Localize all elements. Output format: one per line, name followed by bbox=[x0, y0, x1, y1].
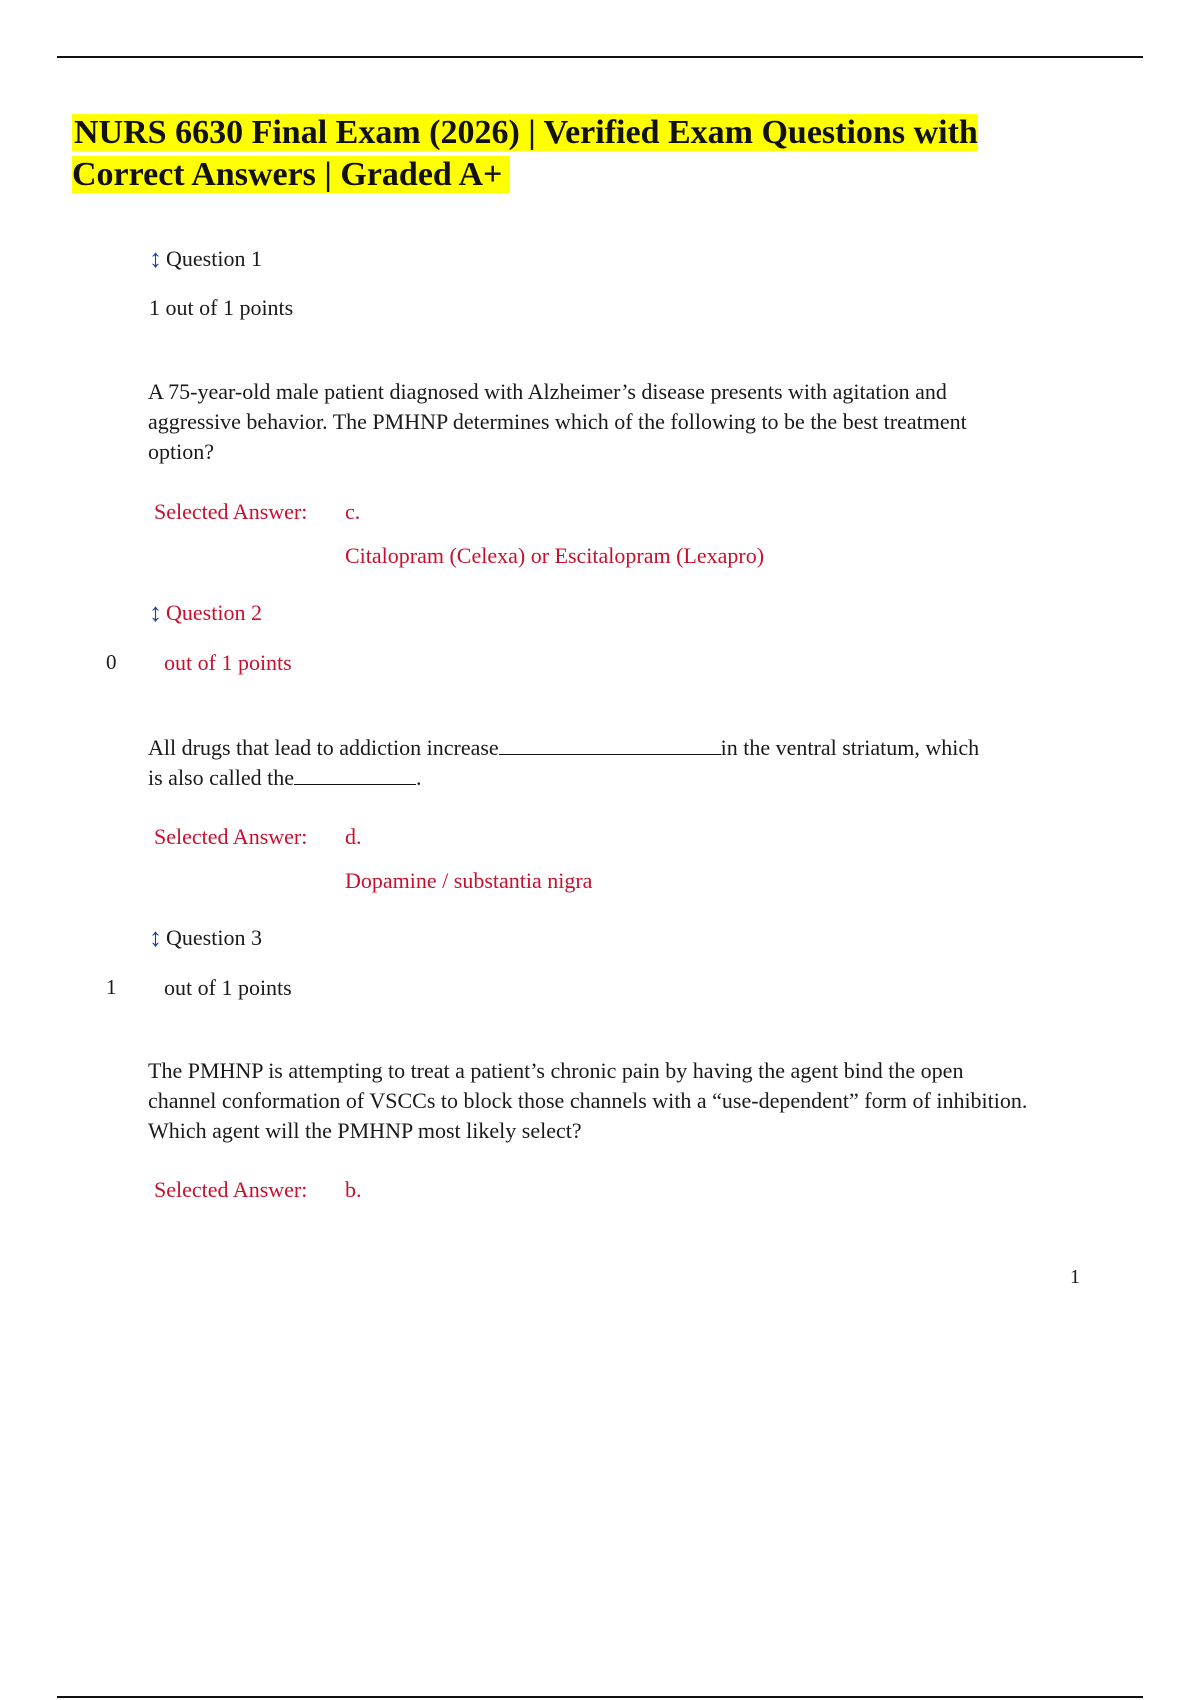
question-1-header[interactable] bbox=[149, 246, 262, 272]
bottom-rule bbox=[57, 1696, 1143, 1698]
selected-answer-letter: d. bbox=[345, 824, 362, 849]
fill-blank bbox=[294, 764, 416, 785]
question-score: out of 1 points bbox=[164, 975, 292, 1000]
selected-answer-label: Selected Answer: bbox=[154, 1177, 308, 1202]
question-3-header[interactable] bbox=[149, 925, 262, 951]
question-2-header[interactable] bbox=[149, 600, 262, 626]
reorder-arrows-icon[interactable]: ↕ bbox=[149, 244, 162, 273]
question-text: The PMHNP is attempting to treat a patient’s chronic pain by having the agent bind the open channel conformation of VSCCs to block those channels with a “use-dependent” form of inhibition. Which agent will the PMHNP most likely select? bbox=[148, 1058, 1028, 1143]
question-label: Question 1 bbox=[166, 246, 262, 271]
selected-answer-label: Selected Answer: bbox=[154, 499, 308, 524]
reorder-arrows-icon[interactable]: ↕ bbox=[149, 923, 162, 952]
top-rule bbox=[57, 56, 1143, 58]
question-score: 1 out of 1 points bbox=[149, 295, 294, 320]
selected-answer-letter: b. bbox=[345, 1177, 362, 1202]
question-score: out of 1 points bbox=[164, 650, 292, 675]
question-label: Question 3 bbox=[166, 925, 262, 950]
selected-answer-text: Citalopram (Celexa) or Escitalopram (Lexapro) bbox=[345, 543, 765, 568]
question-text-part: in the ventral striatum, which is also called the bbox=[148, 735, 980, 790]
score-value: 1 bbox=[106, 975, 117, 999]
selected-answer-letter: c. bbox=[345, 499, 361, 524]
document-title: NURS 6630 Final Exam (2026) | Verified Exam Questions with Correct Answers | Graded A+ bbox=[72, 114, 978, 193]
reorder-arrows-icon[interactable]: ↕ bbox=[149, 598, 162, 627]
fill-blank bbox=[499, 734, 721, 755]
question-text bbox=[148, 733, 988, 793]
question-label: Question 2 bbox=[166, 600, 262, 625]
score-value: 0 bbox=[106, 650, 117, 674]
selected-answer-text: Dopamine / substantia nigra bbox=[345, 868, 593, 893]
page-number: 1 bbox=[1070, 1266, 1080, 1288]
selected-answer-label: Selected Answer: bbox=[154, 824, 308, 849]
question-text-part: . bbox=[416, 765, 422, 790]
question-text-part: All drugs that lead to addiction increase bbox=[148, 735, 499, 760]
question-text: A 75-year-old male patient diagnosed with Alzheimer’s disease presents with agitation and aggressive behavior. The PMHNP determines which of the following to be the best treatment option? bbox=[148, 379, 967, 464]
